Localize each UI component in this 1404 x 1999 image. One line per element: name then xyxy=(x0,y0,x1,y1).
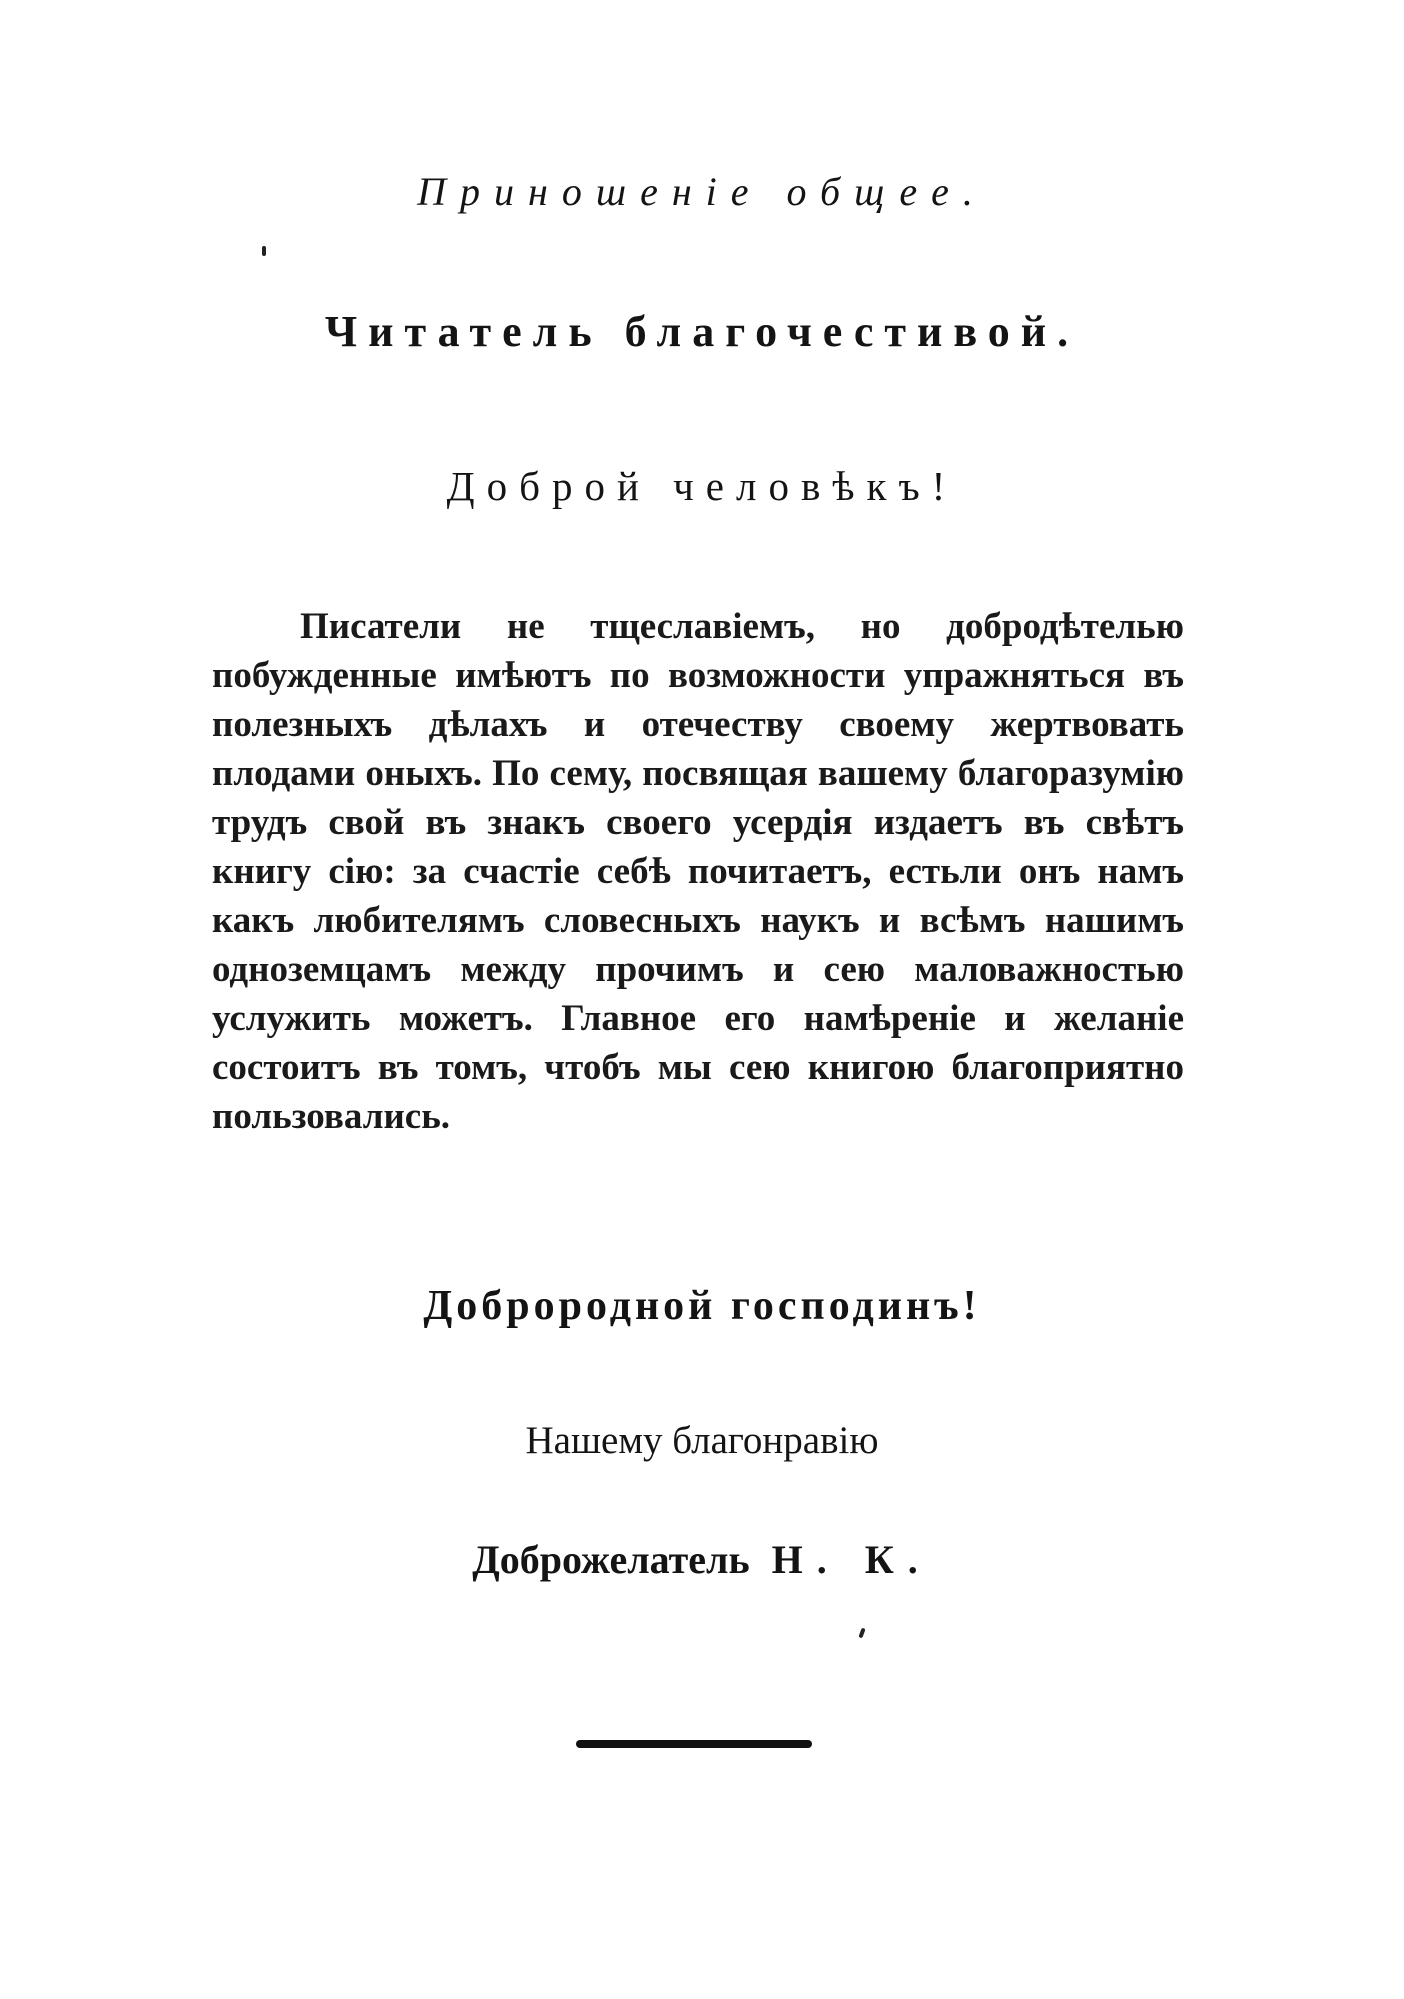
section-heading: Приношеніе общее. xyxy=(417,169,987,214)
signature-line xyxy=(0,1536,1404,1583)
body-paragraph: Писатели не тщеславіемъ, но добродѣтелью побужденные имѣютъ по возможности упражняться въ полезныхъ дѣлахъ и отечеству своему жертвовать плодами оныхъ. По сему, посвящая вашему благоразумію трудъ свой въ знакъ своего усердія издаетъ въ свѣтъ книгу сію: за счастіе себѣ почитаетъ, естьли онъ намъ какъ любителямъ словесныхъ наукъ и всѣмъ нашимъ одноземцамъ между прочимъ и сею маловажностью услужить можетъ. Главное его намѣреніе и желаніе состоитъ въ томъ, чтобъ мы сею книгою благоприятно пользовались. xyxy=(212,606,1184,1137)
dedication-line: Нашему благонравію xyxy=(525,1419,879,1462)
greeting-line: Доброй человѣкъ! xyxy=(446,463,958,509)
signature-initials: Н. К. xyxy=(771,1537,932,1582)
address-line: Доброродной господинъ! xyxy=(423,1283,981,1329)
ink-speck xyxy=(858,1628,865,1639)
ink-speck xyxy=(262,246,266,256)
closing-rule xyxy=(576,1740,812,1748)
signature-word: Доброжелатель xyxy=(472,1537,750,1582)
page-title: Читатель благочестивой. xyxy=(324,307,1080,356)
